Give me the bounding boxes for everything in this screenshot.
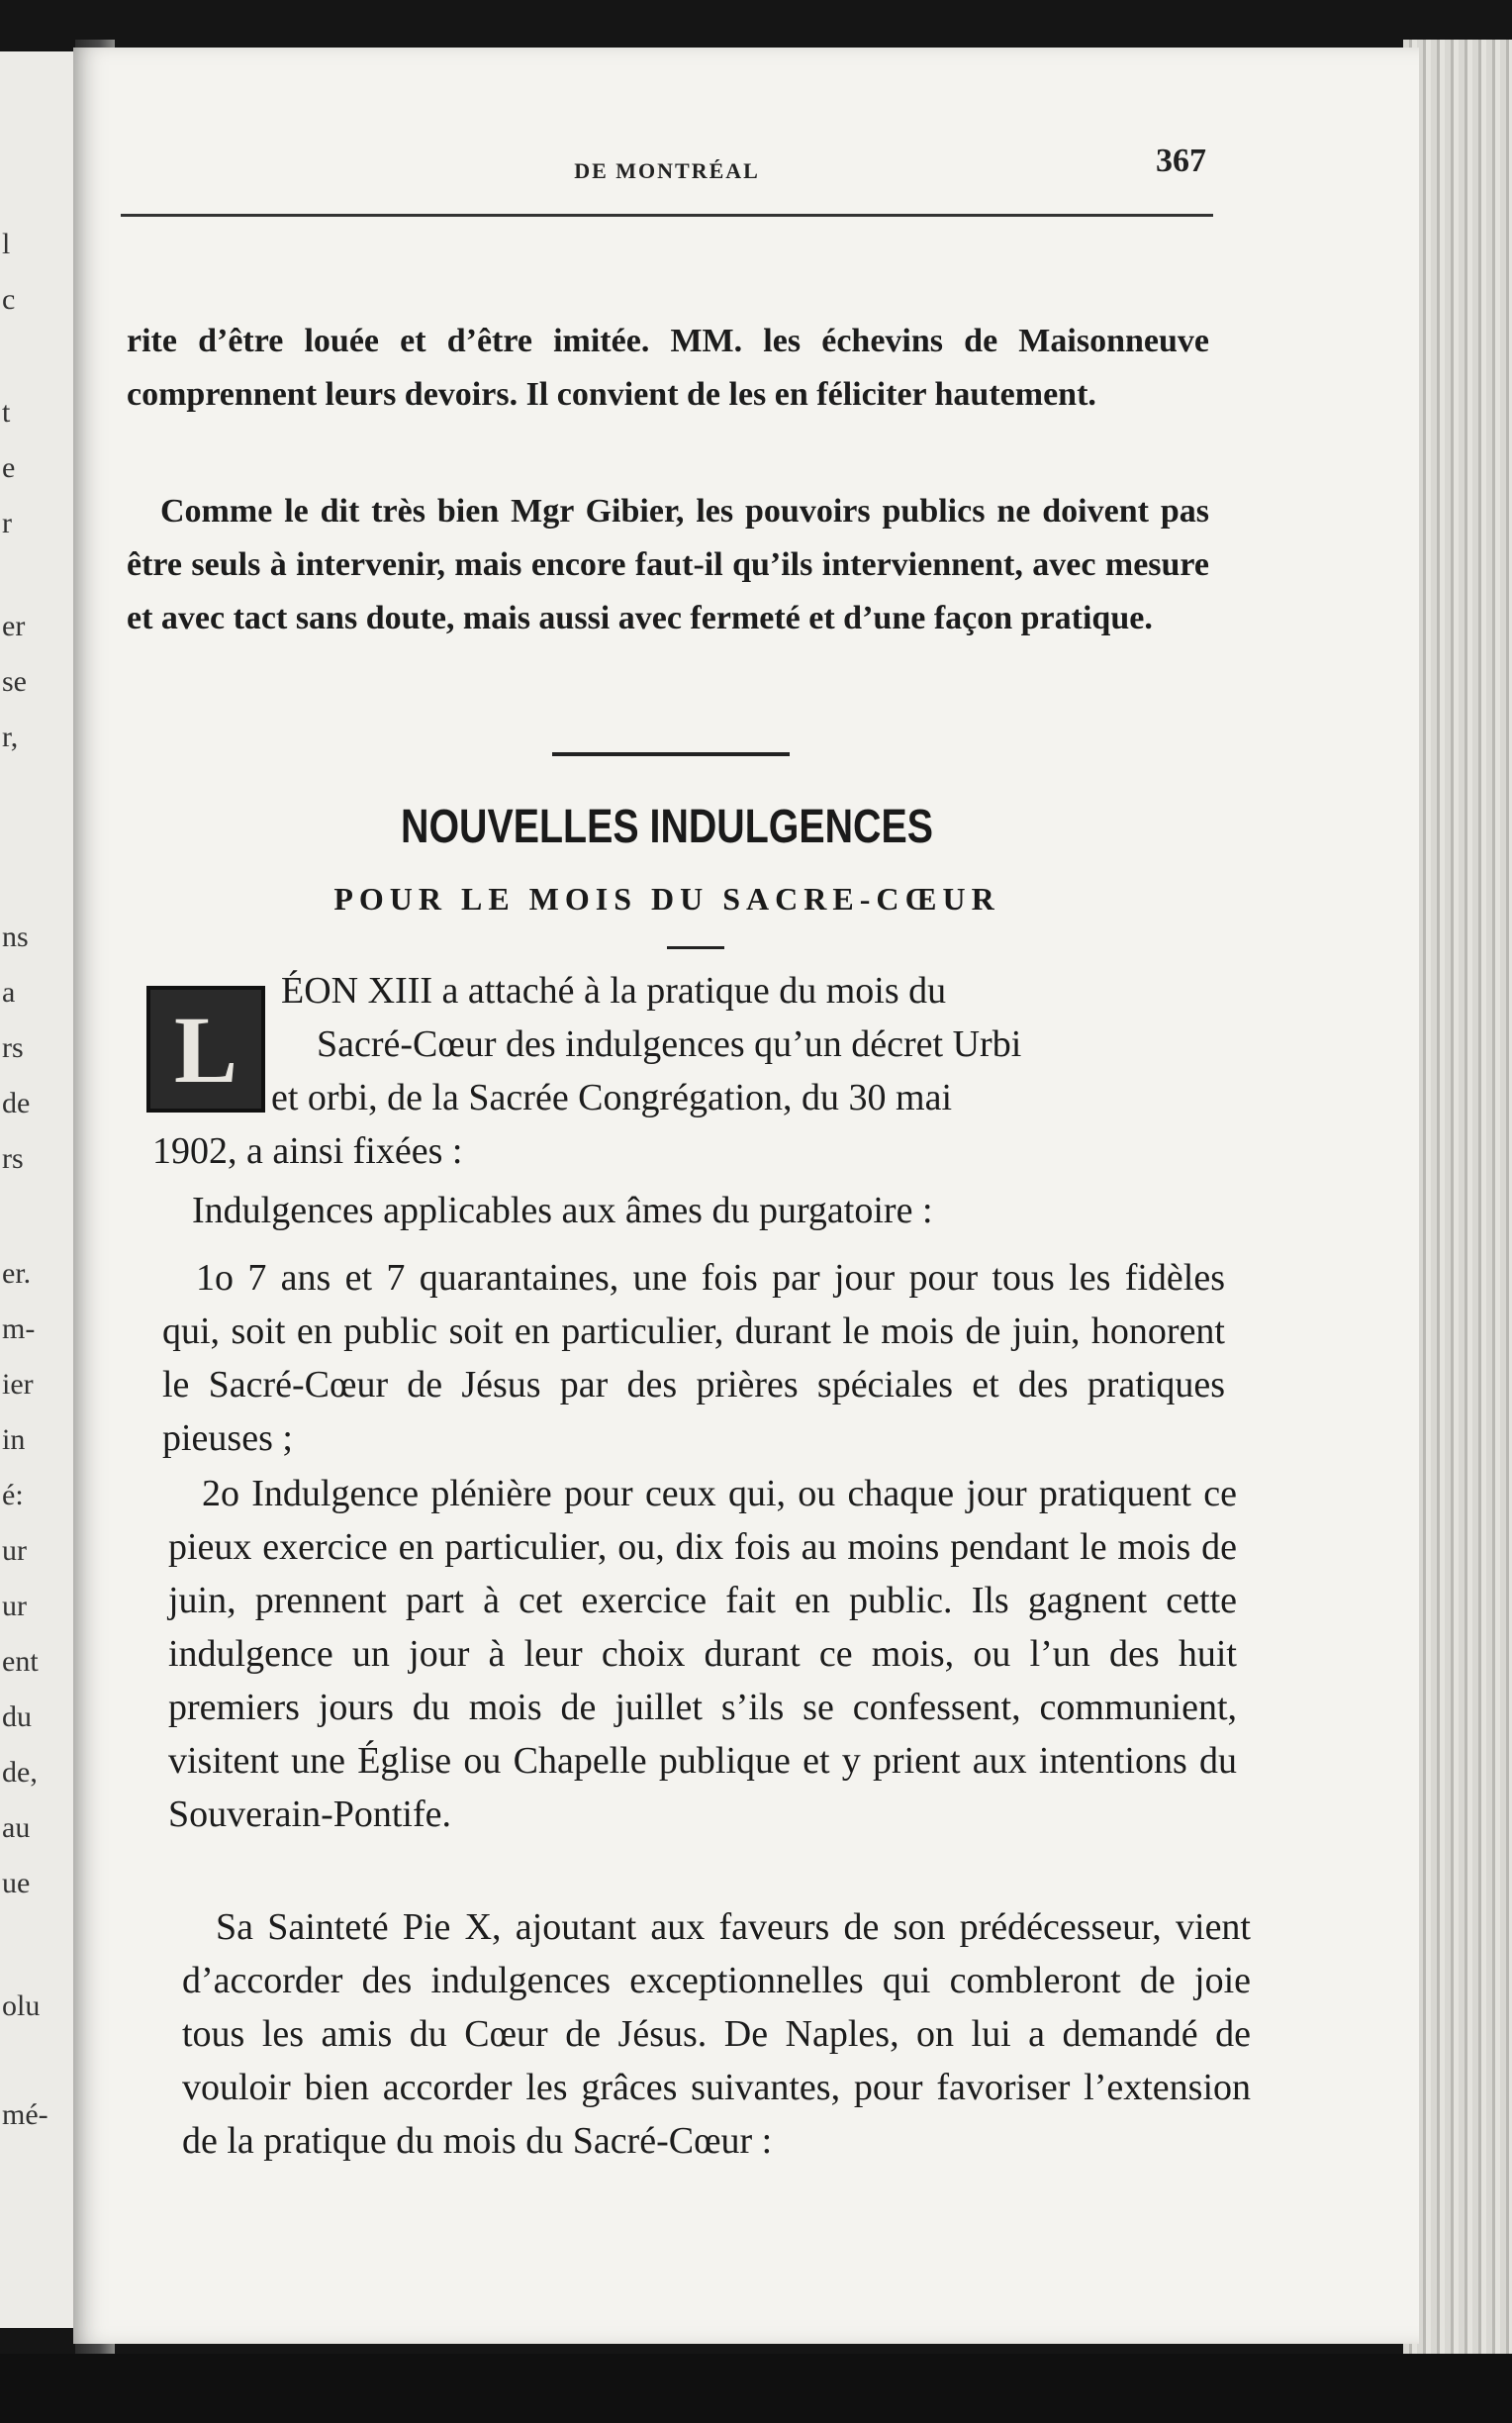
facing-page-fragment: mé- bbox=[2, 2098, 48, 2131]
facing-page-fragment: rs bbox=[2, 1031, 24, 1064]
header-rule bbox=[121, 214, 1213, 217]
facing-page-fragment: m- bbox=[2, 1312, 36, 1345]
facing-page-fragment: l bbox=[2, 228, 11, 260]
paragraph-public-powers: Comme le dit très bien Mgr Gibier, les pouvoirs publics ne doivent pas être seuls à intervenir, mais encore faut-il qu’ils interviennent, avec mesure et avec tact sans doute, mais aussi avec fermeté et d’une façon pratique. bbox=[127, 493, 1209, 636]
facing-page-fragment: du bbox=[2, 1700, 32, 1733]
facing-page-fragment: se bbox=[2, 665, 27, 698]
page-edges bbox=[1403, 40, 1512, 2375]
facing-page-fragment: ns bbox=[2, 921, 29, 953]
lead-line-4: 1902, a ainsi fixées : bbox=[152, 1130, 463, 1172]
facing-page-fragment: rs bbox=[2, 1142, 24, 1175]
facing-page-fragment: t bbox=[2, 396, 11, 429]
facing-page-fragment: ur bbox=[2, 1534, 27, 1567]
paragraph-continuation: rite d’être louée et d’être imitée. MM. les échevins de Maisonneuve comprennent leurs devoirs. Il convient de les en féliciter hautement. bbox=[127, 323, 1209, 413]
facing-page-fragment: ue bbox=[2, 1867, 31, 1899]
paragraph-indulgences-heading: Indulgences applicables aux âmes du purgatoire : bbox=[192, 1190, 933, 1231]
book-page bbox=[73, 48, 1419, 2344]
facing-page-fragment: c bbox=[2, 283, 16, 316]
lead-line-3: et orbi, de la Sacrée Congrégation, du 30 mai bbox=[271, 1077, 953, 1118]
section-subtitle: POUR LE MOIS DU SACRE-CŒUR bbox=[333, 881, 1000, 917]
facing-page-fragment: in bbox=[2, 1423, 26, 1456]
facing-page-fragment: au bbox=[2, 1811, 31, 1844]
facing-page-fragment: e bbox=[2, 451, 16, 484]
facing-page-fragment: ent bbox=[2, 1645, 39, 1678]
page-number: 367 bbox=[1156, 143, 1206, 179]
facing-page-fragment: ur bbox=[2, 1590, 27, 1622]
facing-page-fragment: ier bbox=[2, 1368, 34, 1401]
dropcap-letter: L bbox=[146, 986, 265, 1113]
facing-page-fragment: er bbox=[2, 610, 26, 642]
paragraph-pius-x: Sa Sainteté Pie X, ajoutant aux faveurs de son prédécesseur, vient d’accorder des indulgences exceptionnelles qui combleront de joie tous les amis du Cœur de Jésus. De Naples, on lui a demandé de vouloir bien accorder les grâces suivantes, pour favoriser l’extension de la pratique du mois du Sacré-Cœur : bbox=[182, 1906, 1251, 2162]
section-separator bbox=[552, 752, 790, 756]
lead-line-2: Sacré-Cœur des indulgences qu’un décret Urbi bbox=[317, 1023, 1022, 1065]
facing-page-fragment: er. bbox=[2, 1257, 32, 1290]
subtitle-rule bbox=[667, 946, 724, 949]
paragraph-first-indulgence: 1o 7 ans et 7 quarantaines, une fois par jour pour tous les fidèles qui, soit en public soit en particulier, durant le mois de juin, honorent le Sacré-Cœur de Jésus par des prières spéciales et des pratiques pieuses ; bbox=[162, 1257, 1225, 1459]
facing-page-fragment: olu bbox=[2, 1989, 41, 2022]
section-title: NOUVELLES INDULGENCES bbox=[401, 801, 933, 853]
scan-bottom-border bbox=[0, 2354, 1512, 2423]
facing-page-fragment: r, bbox=[2, 721, 19, 753]
lead-line-1: ÉON XIII a attaché à la pratique du mois du bbox=[281, 970, 947, 1012]
facing-page-fragment: é: bbox=[2, 1479, 24, 1511]
facing-page-fragment: de, bbox=[2, 1756, 38, 1789]
facing-page-edge bbox=[0, 51, 75, 2328]
facing-page-fragment: de bbox=[2, 1087, 31, 1119]
paragraph-plenary-indulgence: 2o Indulgence plénière pour ceux qui, ou chaque jour pratiquent ce pieux exercice en particulier, ou, dix fois au moins pendant le mois de juin, prennent part à cet exercice fait en public. Ils gagnent cette indulgence un jour à leur choix durant ce mois, ou l’un des huit premiers jours du mois de juillet s’ils se confessent, communient, visitent une Église ou Chapelle publique et y prient aux intentions du Souverain-Pontife. bbox=[168, 1473, 1237, 1835]
facing-page-fragment: r bbox=[2, 507, 12, 539]
facing-page-fragment: a bbox=[2, 976, 16, 1009]
running-head: DE MONTRÉAL bbox=[574, 158, 760, 183]
